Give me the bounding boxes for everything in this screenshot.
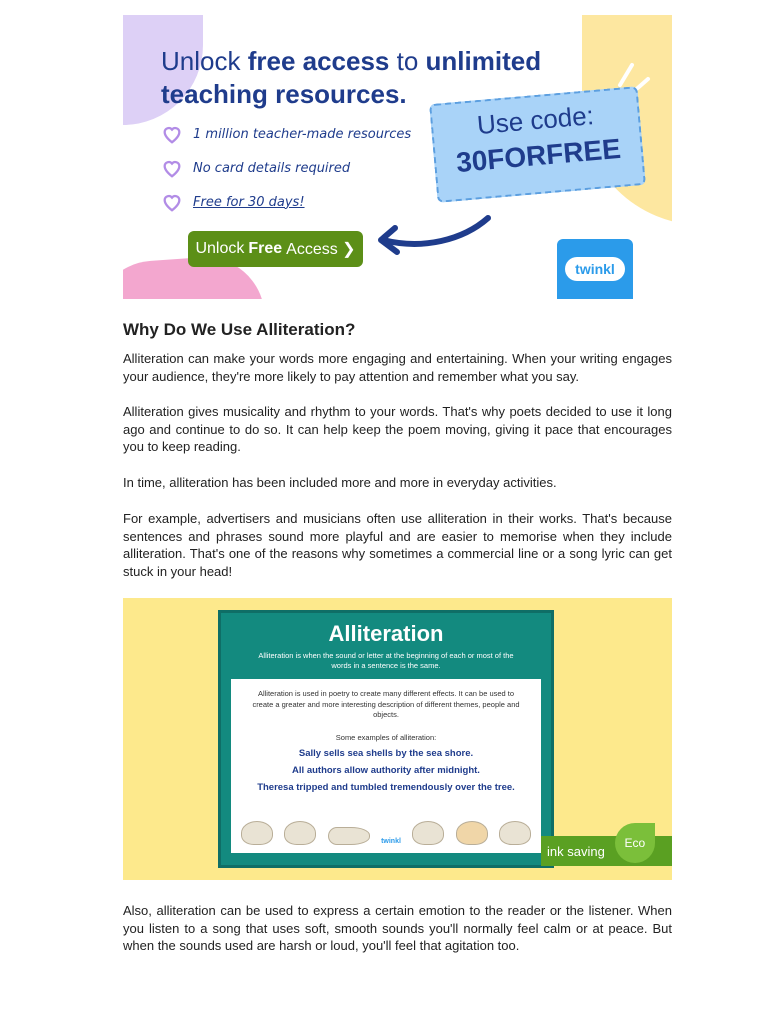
example-line: Sally sells sea shells by the sea shore. bbox=[298, 747, 474, 759]
heart-icon bbox=[161, 157, 183, 179]
paragraph: For example, advertisers and musicians often use alliteration in their works. That's because sentences and phrases sound more playful and are easier to memorise when they include alliteration. That's one of the reasons why sometimes a commercial line or a song lyric can get stuck in your head! bbox=[123, 511, 672, 579]
banner-headline: Unlock free access to unlimited teaching resources. bbox=[161, 46, 542, 109]
promo-code-ticket bbox=[429, 86, 646, 203]
paragraph: Also, alliteration can be used to express a certain emotion to the reader or the listener. When you listen to a song that uses soft, smooth sounds you'll normally feel calm or at peace. But when the sounds used are harsh or loud, you'll feel that agitation too. bbox=[123, 903, 672, 953]
feature-item bbox=[161, 123, 411, 145]
promo-banner[interactable] bbox=[123, 15, 672, 299]
poster-title: Alliteration bbox=[328, 621, 444, 646]
feature-item bbox=[161, 157, 350, 179]
shell-icon bbox=[499, 821, 531, 845]
promo-code-label: Use code: bbox=[475, 100, 595, 141]
example-line: Theresa tripped and tumbled tremendously over the tree. bbox=[257, 781, 515, 793]
shell-icon bbox=[328, 827, 370, 845]
eco-label: Eco bbox=[624, 836, 646, 850]
poster-content bbox=[231, 679, 541, 853]
unlock-access-button[interactable]: Unlock Free Access ❯ bbox=[188, 231, 363, 267]
shell-icon bbox=[456, 821, 488, 845]
shell-icon bbox=[284, 821, 316, 845]
resource-preview-image[interactable] bbox=[123, 598, 672, 880]
paragraph: Alliteration gives musicality and rhythm to your words. That's why poets decided to use it long ago and continue to do so. It can help keep the poem moving, giving it pace that encourages you to keep reading. bbox=[123, 404, 672, 454]
heart-icon bbox=[161, 123, 183, 145]
shell-illustrations bbox=[241, 821, 531, 845]
feature-text: 1 million teacher-made resources bbox=[193, 126, 412, 142]
free-trial-link[interactable]: Free for 30 days! bbox=[193, 194, 305, 210]
twinkl-logo bbox=[557, 239, 633, 299]
shell-icon bbox=[412, 821, 444, 845]
eco-ink-saving-badge bbox=[541, 836, 672, 866]
paragraph: In time, alliteration has been included more and more in everyday activities. bbox=[123, 475, 557, 490]
promo-code: 30FORFREE bbox=[454, 132, 622, 179]
section-heading: Why Do We Use Alliteration? bbox=[123, 320, 356, 339]
leaf-icon bbox=[615, 823, 655, 863]
arrow-icon bbox=[373, 210, 493, 270]
heart-icon bbox=[161, 191, 183, 213]
eco-text: ink saving bbox=[547, 843, 605, 859]
poster-description: Alliteration is used in poetry to create many different effects. It can be used to create a greater and more interesting description of different themes, people and objects. bbox=[252, 689, 520, 719]
paragraph: Alliteration can make your words more engaging and entertaining. When your writing engages your audience, they're more likely to pay attention and remember what you say. bbox=[123, 351, 672, 384]
poster-logo: twinkl bbox=[381, 838, 401, 845]
example-line: All authors allow authority after midnight. bbox=[292, 764, 480, 776]
feature-item bbox=[161, 191, 305, 213]
logo-text: twinkl bbox=[565, 257, 625, 281]
alliteration-poster bbox=[218, 610, 554, 868]
shell-icon bbox=[241, 821, 273, 845]
feature-text: No card details required bbox=[193, 160, 351, 176]
poster-examples-label: Some examples of alliteration: bbox=[335, 732, 437, 742]
poster-subtitle: Alliteration is when the sound or letter at the beginning of each or most of the words in a sentence is the same. bbox=[258, 651, 514, 670]
